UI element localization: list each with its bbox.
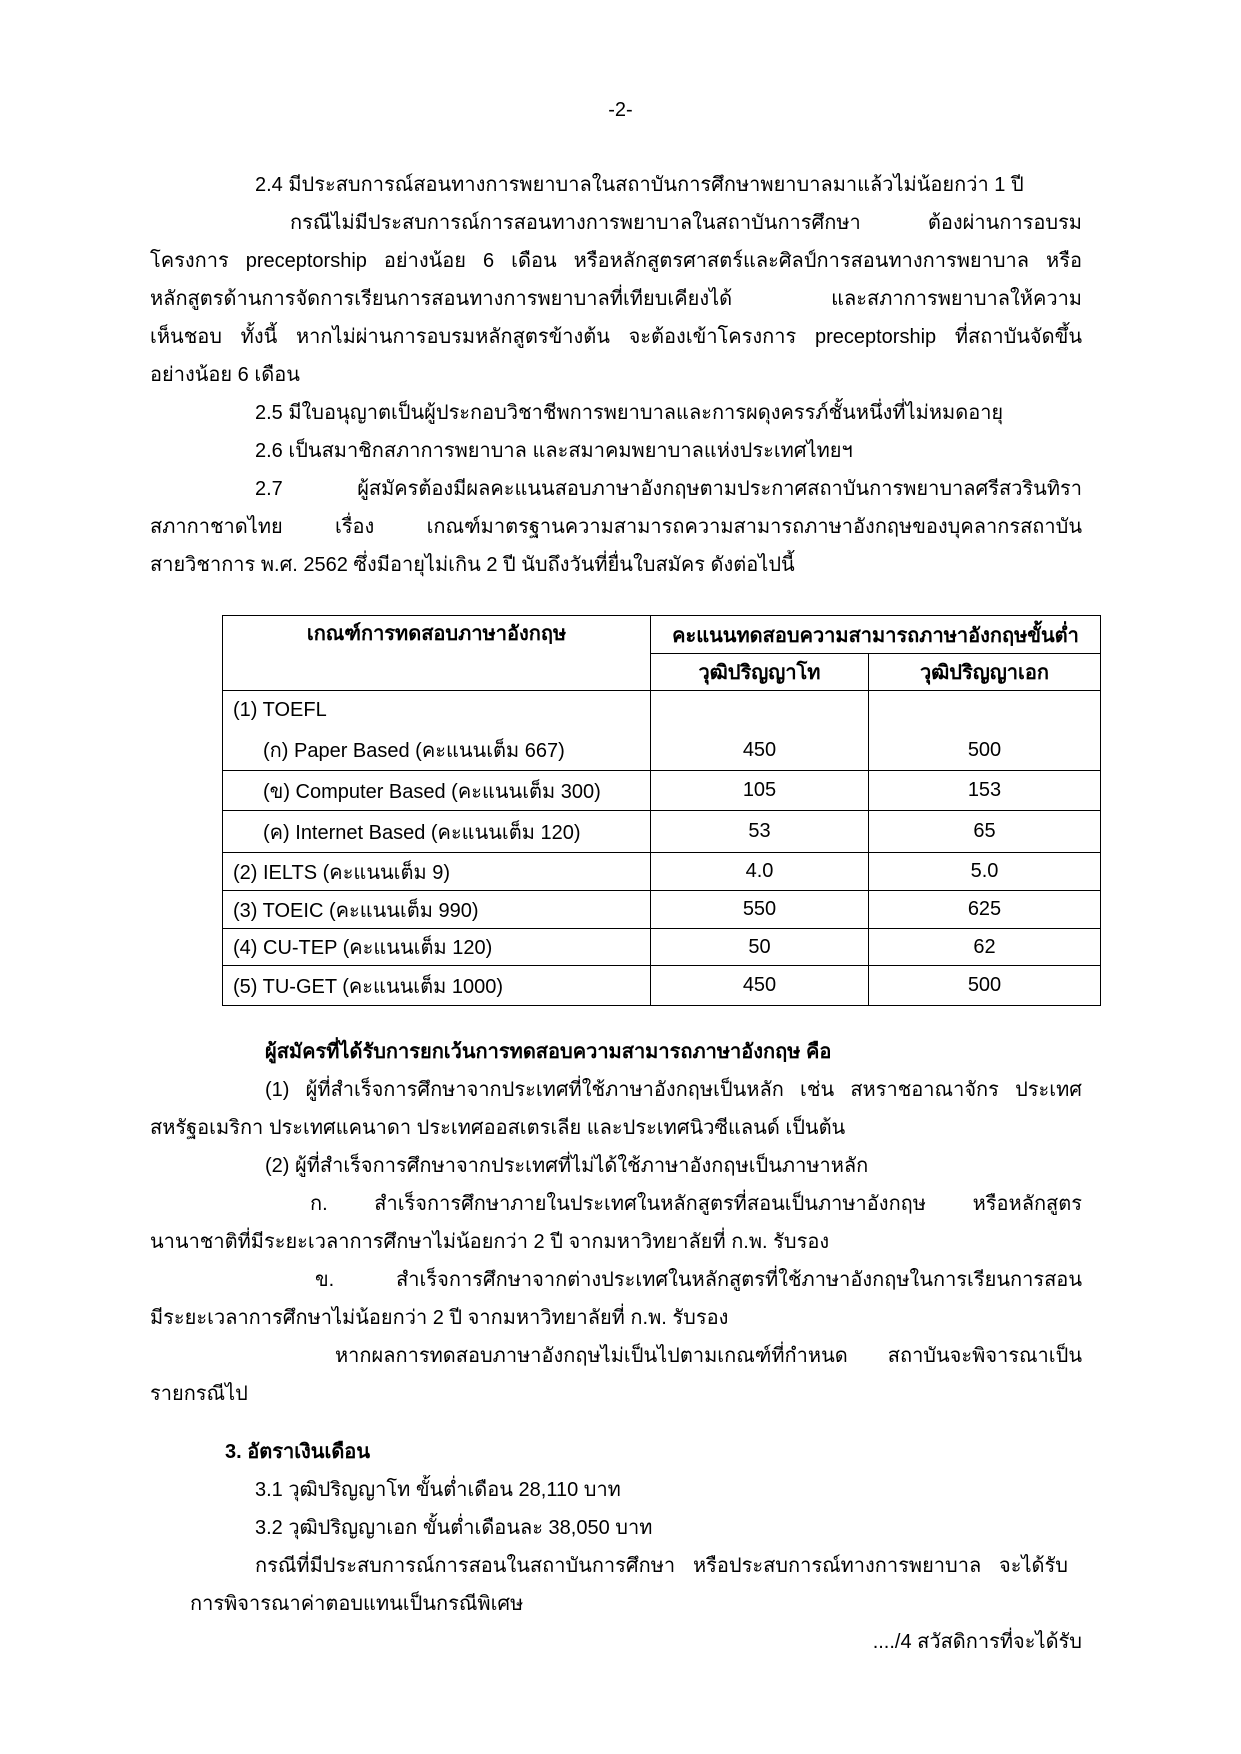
test-name-cell: (4) CU-TEP (คะแนนเต็ม 120) <box>223 929 651 966</box>
doctorate-score-cell <box>869 691 1101 731</box>
masters-score-cell: 4.0 <box>651 853 869 891</box>
english-score-table <box>222 615 1101 1006</box>
masters-score-cell: 53 <box>651 811 869 853</box>
exemption-note-text: หากผลการทดสอบภาษาอังกฤษไม่เป็นไปตามเกณฑ์ที่กำหนด สถาบันจะพิจารณาเป็น <box>335 1345 1082 1367</box>
salary-special-text: กรณีที่มีประสบการณ์การสอนในสถาบันการศึกษา หรือประสบการณ์ทางการพยาบาล จะได้รับ <box>255 1555 1068 1577</box>
continuation-note: ..../4 สวัสดิการที่จะได้รับ <box>872 1631 1082 1653</box>
salary-heading: 3. อัตราเงินเดือน <box>225 1441 370 1463</box>
exemptions-section <box>0 1033 1241 1413</box>
masters-score-cell <box>651 691 869 731</box>
header-min-score: คะแนนทดสอบความสามารถภาษาอังกฤษขั้นต่ำ <box>651 616 1101 654</box>
header-masters: วุฒิปริญญาโท <box>651 654 869 691</box>
test-name-cell: (ค) Internet Based (คะแนนเต็ม 120) <box>223 811 651 853</box>
table-row <box>223 853 1101 891</box>
test-name-cell: (ข) Computer Based (คะแนนเต็ม 300) <box>223 771 651 811</box>
qualification-2-4-text: อย่างน้อย 6 เดือน <box>150 364 300 386</box>
qualification-2-7-text: สายวิชาการ พ.ศ. 2562 ซึ่งมีอายุไม่เกิน 2 ปี นับถึงวันที่ยื่นใบสมัคร ดังต่อไปนี้ <box>150 554 795 576</box>
masters-score-cell: 50 <box>651 929 869 966</box>
exemption-2a-text: ก. สำเร็จการศึกษาภายในประเทศในหลักสูตรที่สอนเป็นภาษาอังกฤษ หรือหลักสูตร <box>310 1193 1082 1215</box>
doctorate-score-cell: 153 <box>869 771 1101 811</box>
masters-score-cell: 550 <box>651 891 869 929</box>
doctorate-score-cell: 625 <box>869 891 1101 929</box>
qualification-2-4-text: หลักสูตรด้านการจัดการเรียนการสอนทางการพยาบาลที่เทียบเคียงได้ และสภาการพยาบาลให้ความ <box>150 288 1082 310</box>
table-header-row <box>223 616 1101 654</box>
qualification-2-4-text: กรณีไม่มีประสบการณ์การสอนทางการพยาบาลในสถาบันการศึกษา ต้องผ่านการอบรม <box>290 212 1082 234</box>
exemption-note-text: รายกรณีไป <box>150 1383 248 1405</box>
doctorate-score-cell: 5.0 <box>869 853 1101 891</box>
qualification-2-5: 2.5 มีใบอนุญาตเป็นผู้ประกอบวิชาชีพการพยาบาลและการผดุงครรภ์ชั้นหนึ่งที่ไม่หมดอายุ <box>255 402 1004 424</box>
qualification-2-4-text: โครงการ preceptorship อย่างน้อย 6 เดือน หรือหลักสูตรศาสตร์และศิลป์การสอนทางการพยาบาล หรือ <box>150 250 1082 272</box>
masters-score-cell: 450 <box>651 731 869 771</box>
exemption-2-text: (2) ผู้ที่สำเร็จการศึกษาจากประเทศที่ไม่ได้ใช้ภาษาอังกฤษเป็นภาษาหลัก <box>265 1155 869 1177</box>
exemption-1-text: (1) ผู้ที่สำเร็จการศึกษาจากประเทศที่ใช้ภาษาอังกฤษเป็นหลัก เช่น สหราชอาณาจักร ประเทศ <box>265 1079 1082 1101</box>
salary-special-text: การพิจารณาค่าตอบแทนเป็นกรณีพิเศษ <box>190 1593 524 1615</box>
table-row <box>223 966 1101 1006</box>
salary-3-1: 3.1 วุฒิปริญญาโท ขั้นต่ำเดือน 28,110 บาท <box>255 1479 621 1501</box>
qualification-2-6: 2.6 เป็นสมาชิกสภาการพยาบาล และสมาคมพยาบาลแห่งประเทศไทยฯ <box>255 440 853 462</box>
table-row <box>223 771 1101 811</box>
masters-score-cell: 450 <box>651 966 869 1006</box>
test-name-cell: (5) TU-GET (คะแนนเต็ม 1000) <box>223 966 651 1006</box>
table-row <box>223 929 1101 966</box>
qualification-2-4-heading: 2.4 มีประสบการณ์สอนทางการพยาบาลในสถาบันการศึกษาพยาบาลมาแล้วไม่น้อยกว่า 1 ปี <box>255 174 1024 196</box>
qualification-2-7-heading: 2.7 ผู้สมัครต้องมีผลคะแนนสอบภาษาอังกฤษตามประกาศสถาบันการพยาบาลศรีสวรินทิรา <box>255 478 1082 500</box>
exemption-2a-text: นานาชาติที่มีระยะเวลาการศึกษาไม่น้อยกว่า 2 ปี จากมหาวิทยาลัยที่ ก.พ. รับรอง <box>150 1231 830 1253</box>
table-row <box>223 691 1101 731</box>
doctorate-score-cell: 62 <box>869 929 1101 966</box>
qualification-2-7-text: สภากาชาดไทย เรื่อง เกณฑ์มาตรฐานความสามารถความสามารถภาษาอังกฤษของบุคลากรสถาบัน <box>150 516 1082 538</box>
test-name-cell: (2) IELTS (คะแนนเต็ม 9) <box>223 853 651 891</box>
exemption-1-text: สหรัฐอเมริกา ประเทศแคนาดา ประเทศออสเตรเลีย และประเทศนิวซีแลนด์ เป็นต้น <box>150 1117 846 1139</box>
test-name-cell: (ก) Paper Based (คะแนนเต็ม 667) <box>223 731 651 771</box>
header-criteria: เกณฑ์การทดสอบภาษาอังกฤษ <box>223 616 651 691</box>
doctorate-score-cell: 65 <box>869 811 1101 853</box>
test-name-cell: (1) TOEFL <box>223 691 651 731</box>
table-row <box>223 811 1101 853</box>
exemptions-heading: ผู้สมัครที่ได้รับการยกเว้นการทดสอบความสามารถภาษาอังกฤษ คือ <box>265 1041 832 1063</box>
exemption-2b-text: ข. สำเร็จการศึกษาจากต่างประเทศในหลักสูตรที่ใช้ภาษาอังกฤษในการเรียนการสอน <box>315 1269 1082 1291</box>
qualifications-section <box>0 166 1241 584</box>
page-number: -2- <box>608 99 633 121</box>
table-row <box>223 731 1101 771</box>
header-doctorate: วุฒิปริญญาเอก <box>869 654 1101 691</box>
doctorate-score-cell: 500 <box>869 731 1101 771</box>
exemption-2b-text: มีระยะเวลาการศึกษาไม่น้อยกว่า 2 ปี จากมหาวิทยาลัยที่ ก.พ. รับรอง <box>150 1307 729 1329</box>
table-row <box>223 891 1101 929</box>
salary-section <box>0 1433 1241 1661</box>
doctorate-score-cell: 500 <box>869 966 1101 1006</box>
masters-score-cell: 105 <box>651 771 869 811</box>
salary-3-2: 3.2 วุฒิปริญญาเอก ขั้นต่ำเดือนละ 38,050 บาท <box>255 1517 653 1539</box>
test-name-cell: (3) TOEIC (คะแนนเต็ม 990) <box>223 891 651 929</box>
qualification-2-4-text: เห็นชอบ ทั้งนี้ หากไม่ผ่านการอบรมหลักสูตรข้างต้น จะต้องเข้าโครงการ preceptorship ที่สถาบันจัดขึ้น <box>150 326 1082 348</box>
